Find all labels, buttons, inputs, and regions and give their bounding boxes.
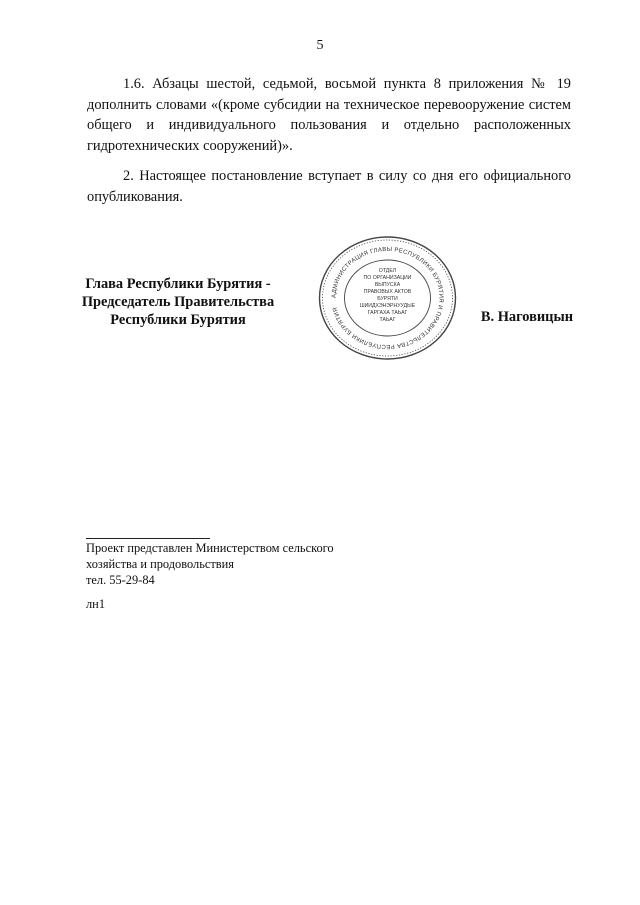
signer-title-line: Председатель Правительства <box>81 294 275 310</box>
paragraph-amendment: 1.6. Абзацы шестой, седьмой, восьмой пункта 8 приложения № 19 дополнить словами «(кроме субсидии на техническое перевооружение систем общего и индивидуального пользования и отдельно расположенных гидротехнических сооружений)». <box>87 76 571 154</box>
seal-center-line: БУРЯТИ <box>377 296 398 302</box>
footnote-divider <box>86 538 210 539</box>
seal-center-line: ОТДЕЛ <box>378 268 397 274</box>
page-number: 5 <box>316 38 324 53</box>
signer-title-line: Глава Республики Бурятия - <box>85 276 271 292</box>
official-seal-stamp <box>315 234 460 362</box>
executor-initials: лн1 <box>86 597 106 611</box>
seal-center-line: ВЫПУСКА <box>374 282 401 288</box>
seal-center-line: ПО ОРГАНИЗАЦИИ <box>363 275 412 281</box>
seal-center-line: ГАРГАХА ТАЬАГ <box>367 310 408 316</box>
footnote-line: хозяйства и продовольствия <box>86 557 234 571</box>
signer-title <box>70 275 286 329</box>
seal-ring-text: АДМИНИСТРАЦИЯ ГЛАВЫ РЕСПУБЛИКИ БУРЯТИЯ И ПРАВИТЕЛЬСТВА РЕСПУБЛИКИ БУРЯТИЯ <box>331 246 444 350</box>
seal-center-line: ШИИДХЭНЭРНУУДЫЕ <box>359 303 416 309</box>
signer-title-line: Республики Бурятия <box>110 312 246 328</box>
seal-center-line: ПРАВОВЫХ АКТОВ <box>363 289 412 295</box>
paragraph-effective-date: 2. Настоящее постановление вступает в силу со дня его официального опубликования. <box>87 168 571 205</box>
footnote <box>86 540 334 588</box>
footnote-line: Проект представлен Министерством сельского <box>86 541 334 555</box>
seal-center-line: ТАЬАГ <box>379 317 396 323</box>
signer-name: В. Наговицын <box>480 309 573 325</box>
footnote-line: тел. 55-29-84 <box>86 573 155 587</box>
